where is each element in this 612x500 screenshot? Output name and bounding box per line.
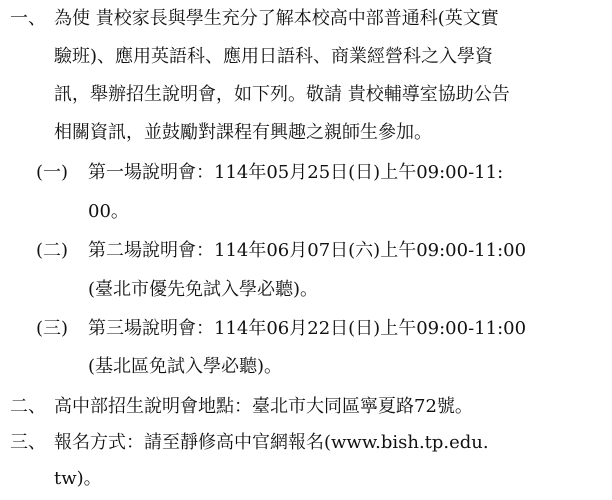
section-3-line-1: 報名方式：請至靜修高中官網報名(www.bish.tp.edu. (54, 432, 489, 453)
session-2-line-1: 第二場說明會：114年06月07日(六)上午09:00-11:00 (88, 240, 527, 261)
section-1-line-4: 相關資訊，並鼓勵對課程有興趣之親師生參加。 (54, 122, 432, 143)
session-3-marker: (三) (36, 318, 69, 339)
session-3-line-1: 第三場說明會：114年06月22日(日)上午09:00-11:00 (88, 318, 527, 339)
section-3-line-2: tw)。 (54, 468, 102, 489)
section-2-marker: 二、 (10, 396, 46, 417)
session-2-marker: (二) (36, 240, 69, 261)
section-1-line-1: 為使 貴校家長與學生充分了解本校高中部普通科(英文實 (54, 8, 499, 29)
section-1-line-2: 驗班)、應用英語科、應用日語科、商業經營科之入學資 (54, 46, 494, 67)
session-1-line-1: 第一場說明會：114年05月25日(日)上午09:00-11: (88, 162, 504, 183)
session-2-line-2: (臺北市優先免試入學必聽)。 (88, 279, 319, 300)
session-1-line-2: 00。 (88, 201, 129, 222)
section-1-line-3: 訊，舉辦招生說明會，如下列。敬請 貴校輔導室協助公告 (54, 84, 510, 105)
section-3-marker: 三、 (10, 432, 46, 453)
section-1-marker: 一、 (10, 8, 46, 29)
session-3-line-2: (基北區免試入學必聽)。 (88, 356, 283, 377)
session-1-marker: (一) (36, 162, 69, 183)
section-2-text: 高中部招生說明會地點：臺北市大同區寧夏路72號。 (54, 396, 473, 417)
